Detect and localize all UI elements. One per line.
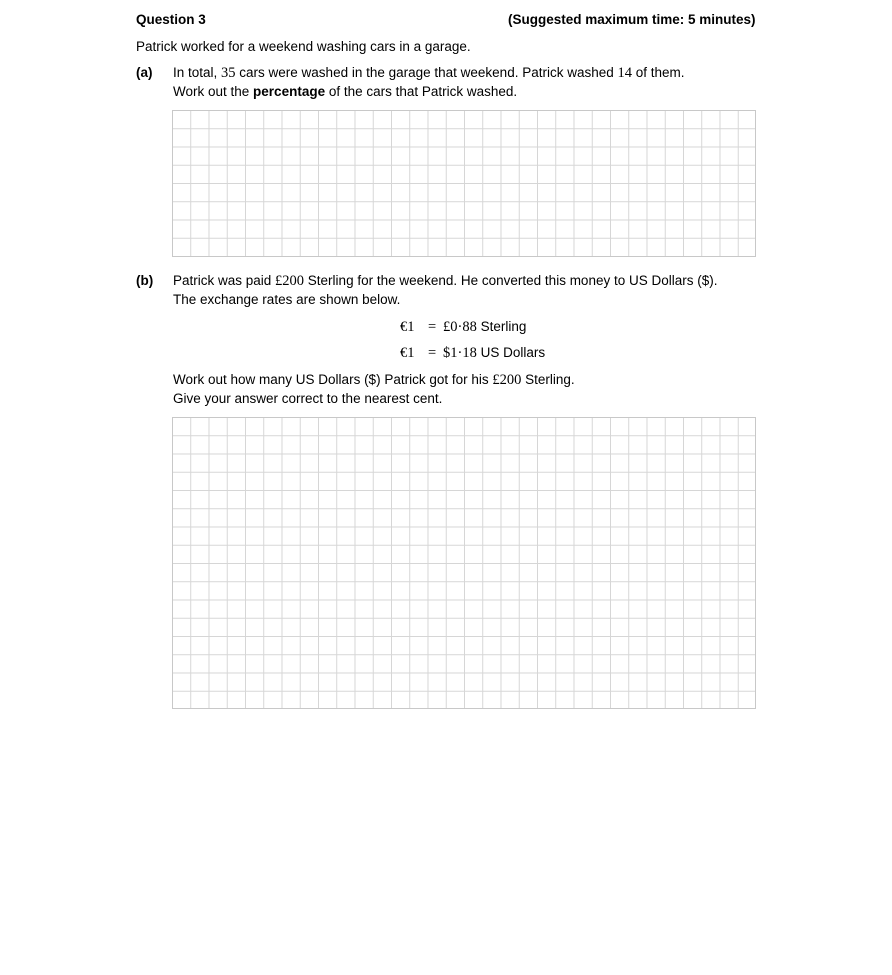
question-intro: Patrick worked for a weekend washing cars in a garage.	[136, 39, 471, 54]
pay-amount-2: £200	[492, 372, 522, 388]
rate-1-value: £0·88	[443, 319, 477, 335]
part-b-line-2: The exchange rates are shown below.	[173, 292, 401, 307]
answer-grid-b[interactable]	[172, 417, 756, 709]
part-b-line-3	[173, 372, 575, 389]
rate-2-unit: US Dollars	[476, 345, 546, 360]
part-a-label: (a)	[136, 65, 153, 80]
part-a-line-1-pre: In total,	[173, 65, 222, 80]
rate-2-eq: =	[428, 345, 437, 361]
rate-2-rhs	[443, 345, 545, 362]
rate-1-unit: Sterling	[476, 319, 527, 334]
question-title: Question 3	[136, 12, 206, 27]
answer-grid-a[interactable]	[172, 110, 756, 257]
part-a-line-2-pre: Work out the	[173, 84, 254, 99]
rate-1-rhs	[443, 319, 526, 336]
part-b-line-4: Give your answer correct to the nearest cent.	[173, 391, 443, 406]
part-a-line-1-post: of them.	[632, 65, 685, 80]
rate-2-value: $1·18	[443, 345, 477, 361]
cars-patrick-number: 14	[617, 65, 632, 81]
part-a-line-2	[173, 84, 517, 99]
percentage-keyword: percentage	[253, 84, 326, 99]
part-a-line-1-mid: cars were washed in the garage that weekend. Patrick washed	[235, 65, 618, 80]
part-a-line-1	[173, 65, 685, 82]
part-b-line-1	[173, 273, 717, 290]
cars-total-number: 35	[221, 65, 236, 81]
part-b-line-1-pre: Patrick was paid	[173, 273, 276, 288]
rate-1-lhs: €1	[400, 319, 415, 335]
part-a-line-2-post: of the cars that Patrick washed.	[325, 84, 518, 99]
rate-1-eq: =	[428, 319, 437, 335]
pay-amount: £200	[275, 273, 305, 289]
time-note: (Suggested maximum time: 5 minutes)	[508, 12, 756, 27]
part-b-line-1-post: Sterling for the weekend. He converted this money to US Dollars ($).	[304, 273, 718, 288]
part-b-label: (b)	[136, 273, 154, 288]
part-b-line-3-post: Sterling.	[521, 372, 575, 387]
rate-2-lhs: €1	[400, 345, 415, 361]
part-b-line-3-pre: Work out how many US Dollars ($) Patrick got for his	[173, 372, 493, 387]
